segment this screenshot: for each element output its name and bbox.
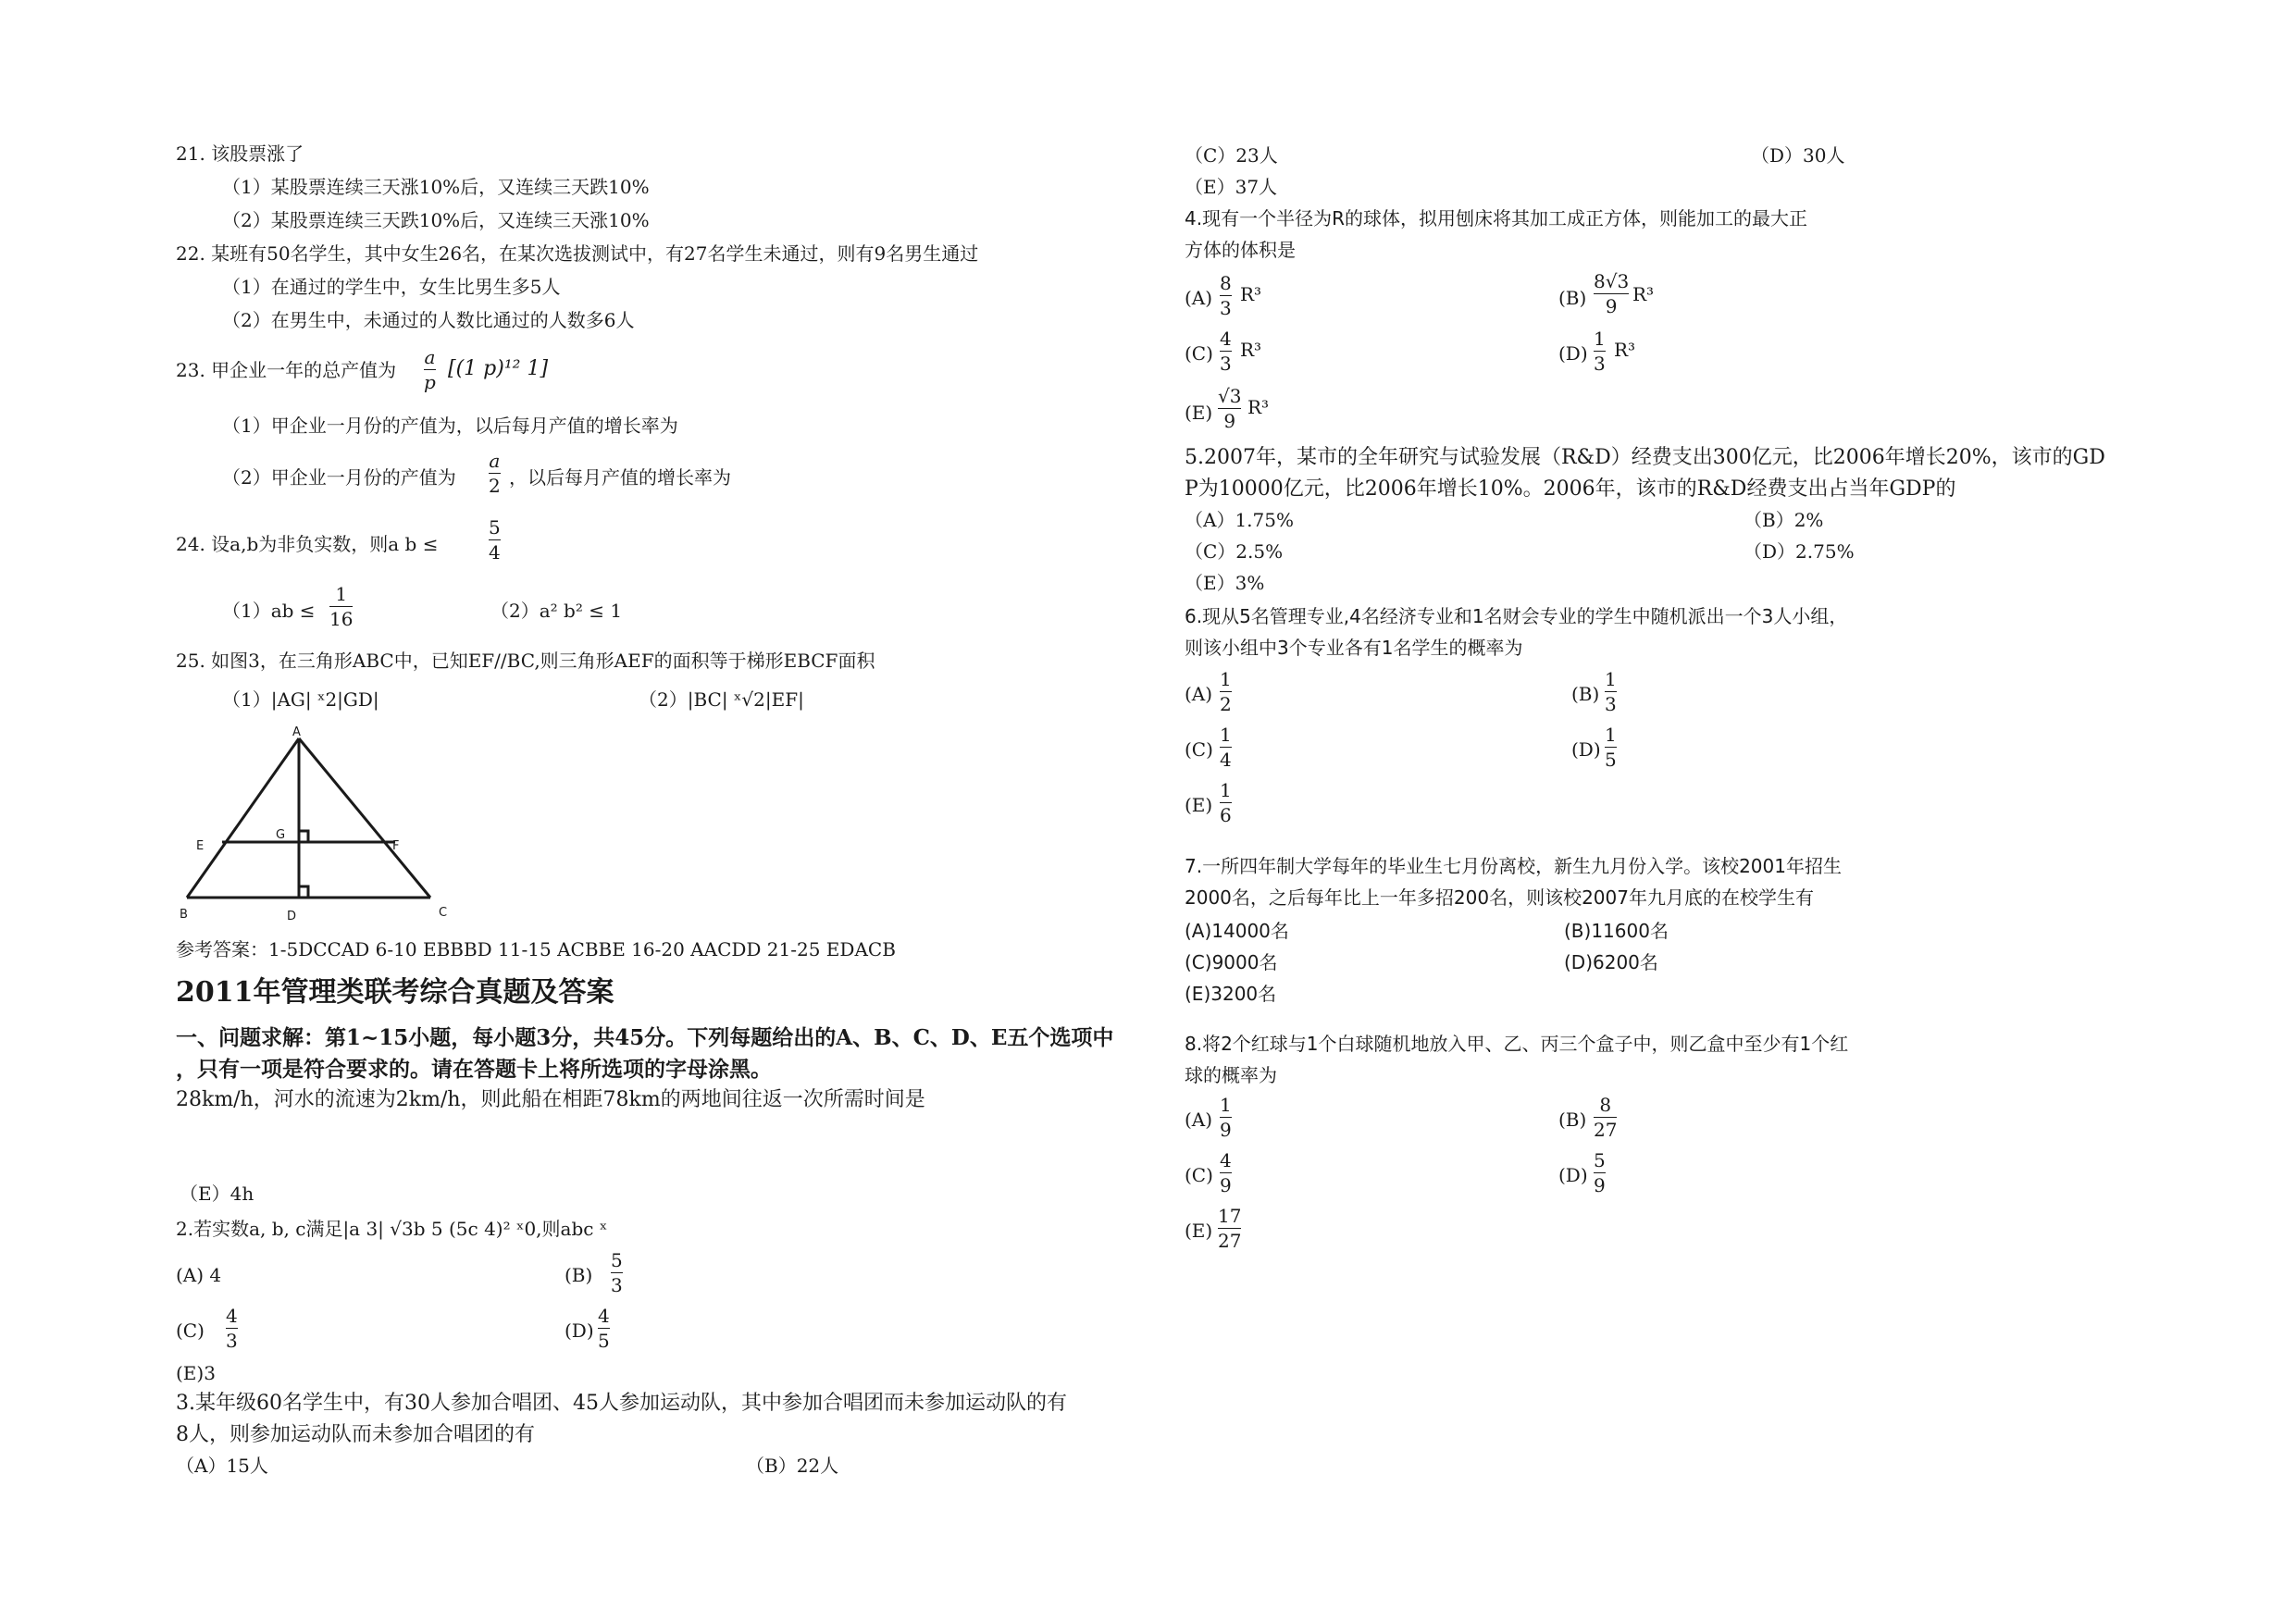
q22-condition-2: （2）在男生中，未通过的人数比通过的人数多6人 [222,309,635,331]
figure-label-g: G [276,828,286,842]
q1-option-e: （E）4h [180,1183,254,1205]
q25-condition-2: （2）|BC| ˣ√2|EF| [639,688,804,711]
q23-condition-2: （2）甲企业一月份的产值为 [222,466,456,489]
q8-option-b: (B) [1558,1109,1587,1131]
q3-option-a: （A）15人 [176,1455,268,1477]
q4-d-r3: R³ [1614,339,1636,361]
q7-option-d: (D)6200名 [1564,951,1658,973]
q8-option-d: (D) [1558,1164,1588,1186]
q2-stem: 2.若实数a, b, c满足|a 3| √3b 5 (5c 4)² ˣ0,则abc ˣ [176,1218,608,1240]
q7-option-e: (E)3200名 [1185,983,1277,1005]
q8-option-c: (C) [1185,1164,1213,1186]
q3-option-d: （D）30人 [1751,144,1845,167]
q7-stem-line-2: 2000名，之后每年比上一年多招200名，则该校2007年九月底的在校学生有 [1185,886,1814,909]
q4-option-b: (B) [1558,287,1587,309]
q22-stem: 22. 某班有50名学生，其中女生26名，在某次选拔测试中，有27名学生未通过，则有9名男生通过 [176,242,979,265]
q5-option-a: （A）1.75% [1185,509,1294,531]
q4-d-fraction: 1 3 [1594,328,1606,375]
q3-stem-line-2: 8人，则参加运动队而未参加合唱团的有 [176,1423,535,1446]
q4-option-c: (C) [1185,342,1213,365]
q7-option-b: (B)11600名 [1564,920,1669,942]
q4-b-fraction: 8√3 9 [1594,270,1630,317]
q6-option-a: (A) [1185,683,1213,705]
q23-stem: 23. 甲企业一年的总产值为 [176,359,397,381]
figure-label-f: F [392,839,400,853]
q8-stem-line-1: 8.将2个红球与1个白球随机地放入甲、乙、丙三个盒子中，则乙盒中至少有1个红 [1185,1033,1849,1055]
q6-b-fraction: 1 3 [1605,668,1617,715]
figure-label-b: B [180,908,188,922]
q4-e-r3: R³ [1247,396,1270,418]
q23-c2-fraction: a 2 [489,450,501,497]
q8-stem-line-2: 球的概率为 [1185,1064,1277,1086]
q21-condition-2: （2）某股票连续三天跌10%后，又连续三天涨10% [222,209,650,231]
q21-stem: 21. 该股票涨了 [176,142,304,165]
q2-option-b: (B) [565,1264,593,1286]
q5-stem-line-2: P为10000亿元，比2006年增长10%。2006年，该市的R&D经费支出占当年GDP的 [1185,477,1956,501]
q8-d-fraction: 5 9 [1594,1149,1606,1196]
figure-label-c: C [439,906,448,920]
q24-condition-2: （2）a² b² ≤ 1 [490,600,623,622]
q24-fraction: 5 4 [489,516,501,564]
q24-stem: 24. 设a,b为非负实数，则a b ≤ [176,533,439,555]
answer-key: 参考答案：1-5DCCAD 6-10 EBBBD 11-15 ACBBE 16-20 AACDD 21-25 EDACB [176,938,896,960]
q8-option-a: (A) [1185,1109,1213,1131]
q5-option-e: （E）3% [1185,572,1265,594]
q6-c-fraction: 1 4 [1220,724,1232,771]
q5-option-b: （B）2% [1744,509,1824,531]
q6-option-b: (B) [1571,683,1600,705]
q8-e-fraction: 17 27 [1218,1205,1242,1252]
q4-stem-line-2: 方体的体积是 [1185,239,1296,261]
q3-option-b: （B）22人 [746,1455,839,1477]
q6-option-d: (D) [1571,738,1601,761]
q2-option-a: (A) 4 [176,1264,222,1286]
q25-condition-1: （1）|AG| ˣ2|GD| [222,688,379,711]
q2-option-d: (D) [565,1319,594,1342]
q6-stem-line-1: 6.现从5名管理专业,4名经济专业和1名财会专业的学生中随机派出一个3人小组， [1185,605,1848,627]
q1-text: 28km/h，河水的流速为2km/h，则此船在相距78km的两地间往返一次所需时间是 [176,1088,925,1111]
figure-label-a: A [292,725,301,739]
q4-c-fraction: 4 3 [1220,328,1232,375]
q23-condition-1: （1）甲企业一月份的产值为，以后每月产值的增长率为 [222,415,678,437]
q4-option-d: (D) [1558,342,1588,365]
q2-option-e: (E)3 [176,1362,216,1384]
triangle-figure [176,731,453,925]
q2-b-fraction: 5 3 [611,1249,623,1296]
q23-expression: [(1 p)¹² 1] [448,357,549,380]
q5-option-d: （D）2.75% [1744,540,1855,563]
q8-option-e: (E) [1185,1220,1213,1242]
q23-condition-2-tail: ，以后每月产值的增长率为 [509,466,731,489]
q4-c-r3: R³ [1240,339,1262,361]
q7-option-c: (C)9000名 [1185,951,1278,973]
section-instruction-1: 一、问题求解：第1~15小题，每小题3分，共45分。下列每题给出的A、B、C、D、E五个选项中 [176,1025,1114,1050]
q6-option-e: (E) [1185,794,1213,816]
q5-option-c: （C）2.5% [1185,540,1284,563]
q5-stem-line-1: 5.2007年，某市的全年研究与试验发展（R&D）经费支出300亿元，比2006年增长20%，该市的GD [1185,446,2105,469]
q21-condition-1: （1）某股票连续三天涨10%后，又连续三天跌10% [222,176,650,198]
q6-d-fraction: 1 5 [1605,724,1617,771]
page-title: 2011年管理类联考综合真题及答案 [176,976,614,1009]
q4-stem-line-1: 4.现有一个半径为R的球体，拟用刨床将其加工成正方体，则能加工的最大正 [1185,207,1807,229]
q3-option-e: （E）37人 [1185,176,1278,198]
q6-e-fraction: 1 6 [1220,779,1232,826]
q4-b-r3: R³ [1632,283,1655,305]
q4-a-r3: R³ [1240,283,1262,305]
q6-option-c: (C) [1185,738,1213,761]
q7-stem-line-1: 7.一所四年制大学每年的毕业生七月份离校，新生九月份入学。该校2001年招生 [1185,855,1842,877]
q2-option-c: (C) [176,1319,205,1342]
q8-b-fraction: 8 27 [1594,1094,1618,1141]
q2-c-fraction: 4 3 [226,1305,238,1352]
q6-stem-line-2: 则该小组中3个专业各有1名学生的概率为 [1185,637,1523,659]
q3-option-c: （C）23人 [1185,144,1278,167]
q4-option-e: (E) [1185,402,1213,424]
q25-stem: 25. 如图3，在三角形ABC中，已知EF//BC,则三角形AEF的面积等于梯形EBCF面积 [176,650,875,672]
q8-a-fraction: 1 9 [1220,1094,1232,1141]
q24-condition-1: （1）ab ≤ [222,600,316,622]
q4-e-fraction: √3 9 [1218,385,1242,432]
q2-d-fraction: 4 5 [598,1305,610,1352]
q7-option-a: (A)14000名 [1185,920,1289,942]
q3-stem-line-1: 3.某年级60名学生中，有30人参加合唱团、45人参加运动队，其中参加合唱团而未参加运动队的有 [176,1392,1067,1415]
q22-condition-1: （1）在通过的学生中，女生比男生多5人 [222,276,561,298]
q24-c1-fraction: 1 16 [329,583,354,630]
q23-fraction: a p [424,346,436,393]
section-instruction-2: ，只有一项是符合要求的。请在答题卡上将所选项的字母涂黑。 [176,1057,772,1082]
q4-option-a: (A) [1185,287,1213,309]
figure-label-d: D [287,910,297,923]
q4-a-fraction: 8 3 [1220,272,1232,319]
figure-label-e: E [196,839,205,853]
q6-a-fraction: 1 2 [1220,668,1232,715]
q8-c-fraction: 4 9 [1220,1149,1232,1196]
